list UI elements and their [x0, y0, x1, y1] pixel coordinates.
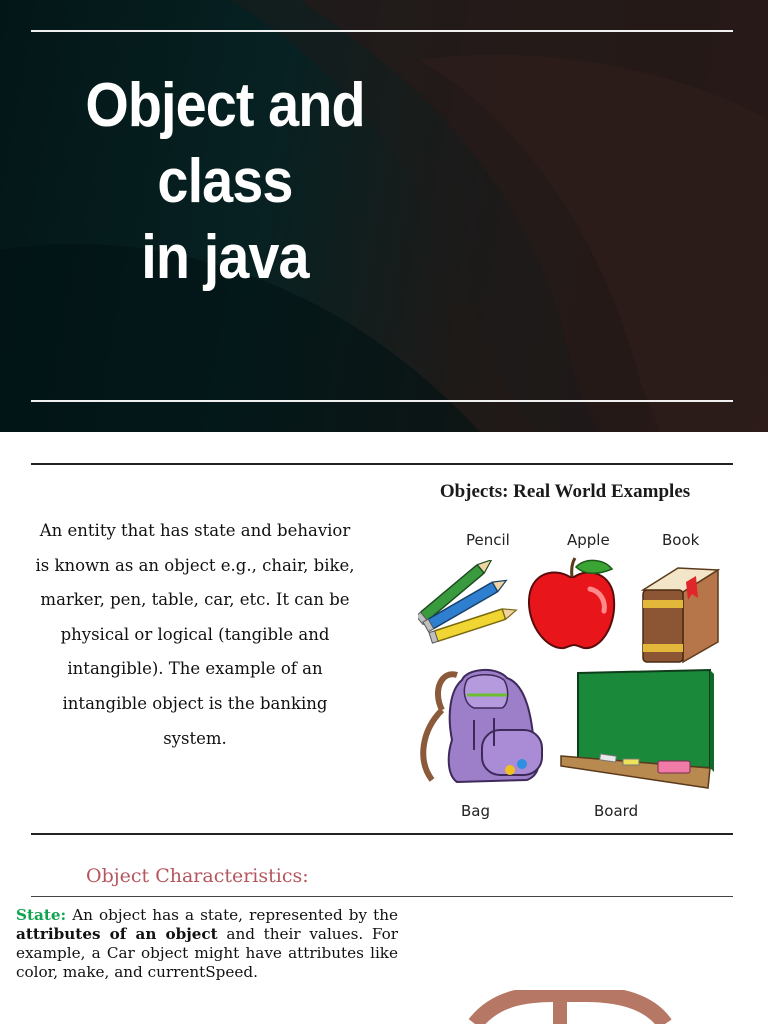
state-label: State:: [16, 906, 67, 924]
label-board: Board: [594, 802, 639, 820]
bag-icon: [412, 660, 552, 790]
section-top-rule: [31, 463, 733, 465]
label-pencil: Pencil: [466, 531, 510, 549]
title-line-1: Object and class: [85, 71, 365, 216]
state-paragraph: [16, 906, 398, 982]
section-bottom-rule: [31, 833, 733, 835]
hero-bottom-rule: [31, 400, 733, 402]
page-title: [23, 68, 428, 296]
logo-icon: [465, 990, 695, 1024]
characteristics-heading: Object Characteristics:: [86, 865, 309, 887]
state-text-2: and their values. For example, a Car object might have attributes like color, make, and currentSpeed.: [16, 925, 398, 981]
label-book: Book: [662, 531, 700, 549]
state-text-1: An object has a state, represented by the: [72, 906, 399, 924]
characteristics-rule: [31, 896, 733, 897]
examples-title: Objects: Real World Examples: [439, 481, 691, 502]
state-bold-text: attributes of an object: [16, 925, 218, 943]
label-apple: Apple: [567, 531, 610, 549]
label-bag: Bag: [461, 802, 491, 820]
book-icon: [638, 560, 723, 665]
pencil-icon: [418, 560, 518, 645]
board-icon: [558, 668, 718, 793]
hero-banner: [0, 0, 768, 432]
object-description: An entity that has state and behavior is known as an object e.g., chair, bike, marker, pen, table, car, etc. It can be physical or logical (tangible and intangible). The example of an intangible object is the banking system.: [35, 521, 355, 748]
hero-top-rule: [31, 30, 733, 32]
apple-icon: [524, 555, 619, 655]
title-line-2: in java: [141, 223, 309, 292]
